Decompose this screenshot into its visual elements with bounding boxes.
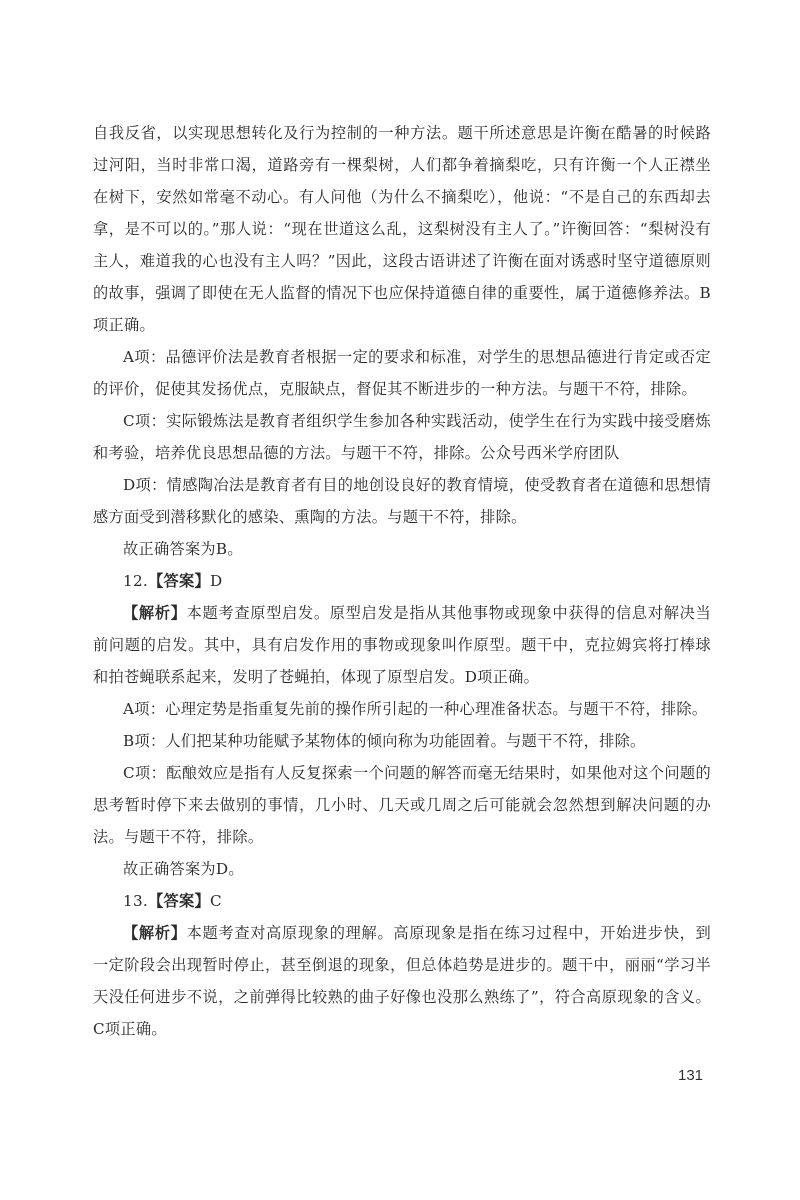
paragraph-option-d <box>93 469 711 533</box>
question-number: 12. <box>123 572 149 590</box>
question-number: 13. <box>123 892 149 910</box>
page-content <box>93 117 711 1045</box>
paragraph-option-b <box>93 725 711 757</box>
answer-value: D <box>210 572 223 590</box>
answer-label: 【答案】 <box>148 892 211 910</box>
paragraph-conclusion <box>93 533 711 565</box>
paragraph-text: A项：品德评价法是教育者根据一定的要求和标准，对学生的思想品德进行肯定或否定的评价，促使其发扬优点，克服缺点，督促其不断进步的一种方法。与题干不符，排除。 <box>93 348 711 398</box>
paragraph-text: 本题考查对高原现象的理解。高原现象是指在练习过程中，开始进步快，到一定阶段会出现暂时停止，甚至倒退的现象，但总体趋势是进步的。题干中，丽丽“学习半天没任何进步不说，之前弹得比较熟的曲子好像也没那么熟练了”，符合高原现象的含义。C项正确。 <box>93 924 712 1038</box>
paragraph-text: 故正确答案为B。 <box>123 540 243 558</box>
paragraph-text: C项：实际锻炼法是教育者组织学生参加各种实践活动，使学生在行为实践中接受磨炼和考验，培养优良思想品德的方法。与题干不符，排除。公众号西米学府团队 <box>93 412 711 462</box>
answer-label: 【答案】 <box>148 572 211 590</box>
paragraph-text: A项：心理定势是指重复先前的操作所引起的一种心理准备状态。与题干不符，排除。 <box>123 700 708 718</box>
paragraph-text: C项：酝酿效应是指有人反复探索一个问题的解答而毫无结果时，如果他对这个问题的思考暂时停下来去做别的事情，几小时、几天或几周之后可能就会忽然想到解决问题的办法。与题干不符，排除。 <box>93 764 711 846</box>
paragraph-option-c <box>93 757 711 853</box>
answer-value: C <box>210 892 222 910</box>
paragraph-conclusion <box>93 853 711 885</box>
answer-heading-13 <box>93 885 711 917</box>
paragraph-continuation <box>93 117 711 341</box>
paragraph-text: 自我反省，以实现思想转化及行为控制的一种方法。题干所述意思是许衡在酷暑的时候路过河阳，当时非常口渴，道路旁有一棵梨树，人们都争着摘梨吃，只有许衡一个人正襟坐在树下，安然如常毫不动心。有人问他（为什么不摘梨吃），他说：“不是自己的东西却去拿，是不可以的。”那人说：“现在世道这么乱，这梨树没有主人了。”许衡回答：“梨树没有主人，难道我的心也没有主人吗？”因此，这段古语讲述了许衡在面对诱惑时坚守道德原则的故事，强调了即使在无人监督的情况下也应保持道德自律的重要性，属于道德修养法。B项正确。 <box>93 124 711 334</box>
paragraph-text: 本题考查原型启发。原型启发是指从其他事物或现象中获得的信息对解决当前问题的启发。其中，具有启发作用的事物或现象叫作原型。题干中，克拉姆宾将打棒球和拍苍蝇联系起来，发明了苍蝇拍，体现了原型启发。D项正确。 <box>93 604 712 686</box>
answer-heading-12 <box>93 565 711 597</box>
paragraph-option-a <box>93 693 711 725</box>
analysis-label: 【解析】 <box>123 604 187 622</box>
paragraph-text: 故正确答案为D。 <box>123 860 244 878</box>
analysis-paragraph-13 <box>93 917 711 1045</box>
analysis-paragraph-12 <box>93 597 711 693</box>
page-number: 131 <box>678 1067 704 1084</box>
paragraph-text: D项：情感陶冶法是教育者有目的地创设良好的教育情境，使受教育者在道德和思想情感方面受到潜移默化的感染、熏陶的方法。与题干不符，排除。 <box>93 476 711 526</box>
paragraph-option-a <box>93 341 711 405</box>
paragraph-option-c <box>93 405 711 469</box>
analysis-label: 【解析】 <box>123 924 187 942</box>
paragraph-text: B项：人们把某种功能赋予某物体的倾向称为功能固着。与题干不符，排除。 <box>123 732 646 750</box>
